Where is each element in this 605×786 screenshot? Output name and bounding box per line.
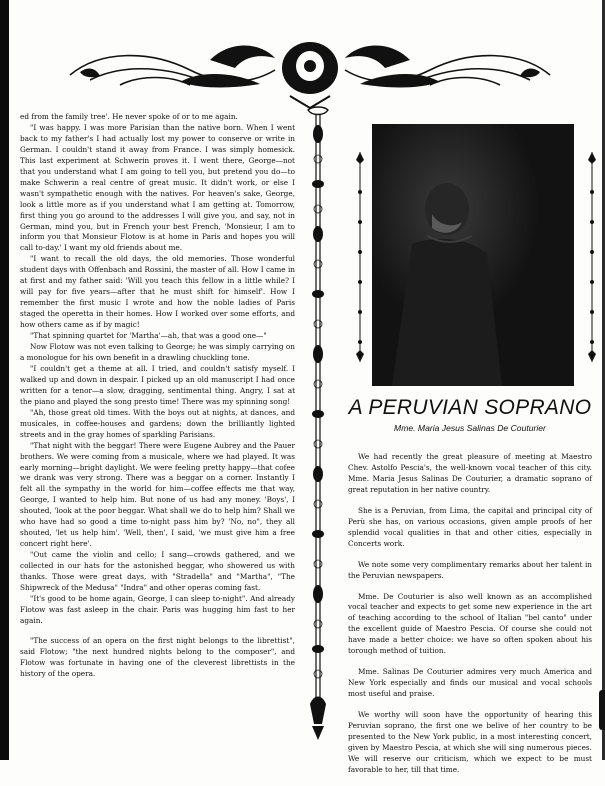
- left-paragraph: "It's good to be home again, George, I can sleep to-night". And already Flotow was fast asleep in the chair. Paris was hugging him fast to her again.: [20, 593, 295, 625]
- left-paragraph: "I was happy. I was more Parisian than the native born. When I went back to my father's I had actually lost my power to conserve or write in German. I couldn't stand it away from France. I was simply homesick. This last experiment at Schwerin proves it. I went there, George—not that you understand what I am going to tell you, but pretend you do—to make Schwerin a real centre of great music. It didn't work, or else I wasn't sympathetic enough with the natives. For heaven's sake, George, look a little more as if you understand what I am getting at. Tomorrow, first thing you go around to the addresses I will give you, and say, not in German, mind you, but in French your best French, 'Monsieur, I am to inform you that Monsieur Flotow is at home in Paris and hopes you will call to-day.' I want my old friends about me.: [20, 122, 295, 253]
- left-paragraph: Now Flotow was not even talking to George; he was simply carrying on a monologue for his own benefit in a drawling chuckling tone.: [20, 342, 295, 362]
- page-edge: [0, 0, 9, 760]
- vine-ornament-right: [587, 152, 597, 362]
- portrait-photo: [372, 124, 574, 386]
- left-column: [20, 112, 295, 680]
- vine-ornament-left: [355, 152, 365, 362]
- header-ornament: [60, 30, 560, 110]
- paragraph-gap: [20, 627, 295, 636]
- left-paragraph: "That night with the beggar! There were Eugene Aubrey and the Pauer brothers. We were coming from a musicale, where we had played. It was early morning—bright daylight. We were feeling pretty happy—that cofee we drank was very strong. There was a beggar on a corner. Instantly I felt all the sympathy in the world for him—coffee effects me that way, George, I wanted to help him. But none of us had any money. 'Boys', I shouted, 'look at the poor beggar. What shall we do to help him? Shall we who have had so good a time to-night pass him by? 'No, no", they all shouted, 'let us help him'. 'Well, then', I said, 'we must give him a free concert right here'.: [20, 440, 295, 549]
- article-paragraph: We note some very complimentary remarks about her talent in the Peruvian newspapers.: [348, 559, 592, 580]
- left-paragraph: "Ah, those great old times. With the boys out at nights, at dances, and musicales, in coffee-houses and gardens; down the brilliantly lighted streets and in the gray homes of sparkling Parisians.: [20, 407, 295, 439]
- closing-paragraph: "The success of an opera on the first night belongs to the librettist", said Flotow; "the next hundred nights belong to the composer", and Flotow was fortunate in having one of the cleverest librettists in the history of the opera.: [20, 635, 295, 678]
- article-paragraph: We had recently the great pleasure of meeting at Maestro Chev. Astolfo Pescia's, the well-known vocal teacher of this city. Mme. Maria Jesus Salinas De Couturier, a dramatic soprano of great reputation in her native country.: [348, 452, 592, 494]
- article-paragraph: Mme. De Couturier is also well known as an accomplished vocal teacher and expects to get some new experience in the art of teaching according to the school of Italian "bel canto" under the excellent guide of Maestro Pescia. Of course she could not have made a better choice: we have so often spoken about his torough method of tuition.: [348, 591, 592, 656]
- article-title: A PERUVIAN SOPRANO: [348, 396, 592, 419]
- left-paragraph: "I want to recall the old days, the old memories. Those wonderful student days with Offenbach and Rossini, the master of all. How I came in at first and my father said: 'Will you teach this fellow in a little while? I will pay for five years—after that he must shift for himself'. How I remember the first music I wrote and how the noble ladies of Paris staged the operetta in their homes. How I worked over some efforts, and how others came as if by magic!: [20, 254, 295, 330]
- article-paragraph: Mme. Salinas De Couturier admires very much America and New York especially and finds our musical and vocal schools most useful and praise.: [348, 667, 592, 699]
- left-paragraph: "I couldn't get a theme at all. I tried, and couldn't satisfy myself. I walked up and down in despair. I picked up an old manuscript I had once written for a tenor—a slow, dragging, sentimental thing. Angry, I sat at the piano and played the song presto time! There was my spinning song!: [20, 363, 295, 406]
- portrait-figure: [372, 124, 574, 386]
- left-paragraph: "Out came the violin and cello; I sang—crowds gathered, and we collected in our hats for the astonished beggar, who showered us with thanks. Those were great days, with "Stradella" and "Martha", "The Shipwreck of the Medusa" "Indra" and other operas coming fast.: [20, 550, 295, 592]
- article-paragraph: We worthy will soon have the opportunity of hearing this Peruvian soprano, the first one we belive of her country to be presented to the New York public, in a most interesting concert, given by Maestro Pescia, at which she will sing numerous pieces. We will reserve our criticism, which we expect to be must favorable to her, till that time.: [348, 710, 592, 774]
- left-paragraph: ed from the family tree'. He never spoke of or to me again.: [20, 112, 238, 121]
- article-body: [348, 452, 592, 786]
- page-tab: [599, 690, 605, 730]
- column-divider-ornament: [300, 104, 336, 744]
- left-paragraph: "That spinning quartet for 'Martha'—ah, that was a good one—": [30, 331, 267, 341]
- article-paragraph: She is a Peruvian, from Lima, the capital and principal city of Perù she has, on various occasions, given ample proofs of her splendid vocal qualities in that and other cities, especially in Concerts work.: [348, 505, 592, 548]
- article-subtitle: Mme. Maria Jesus Salinas De Couturier: [394, 423, 546, 433]
